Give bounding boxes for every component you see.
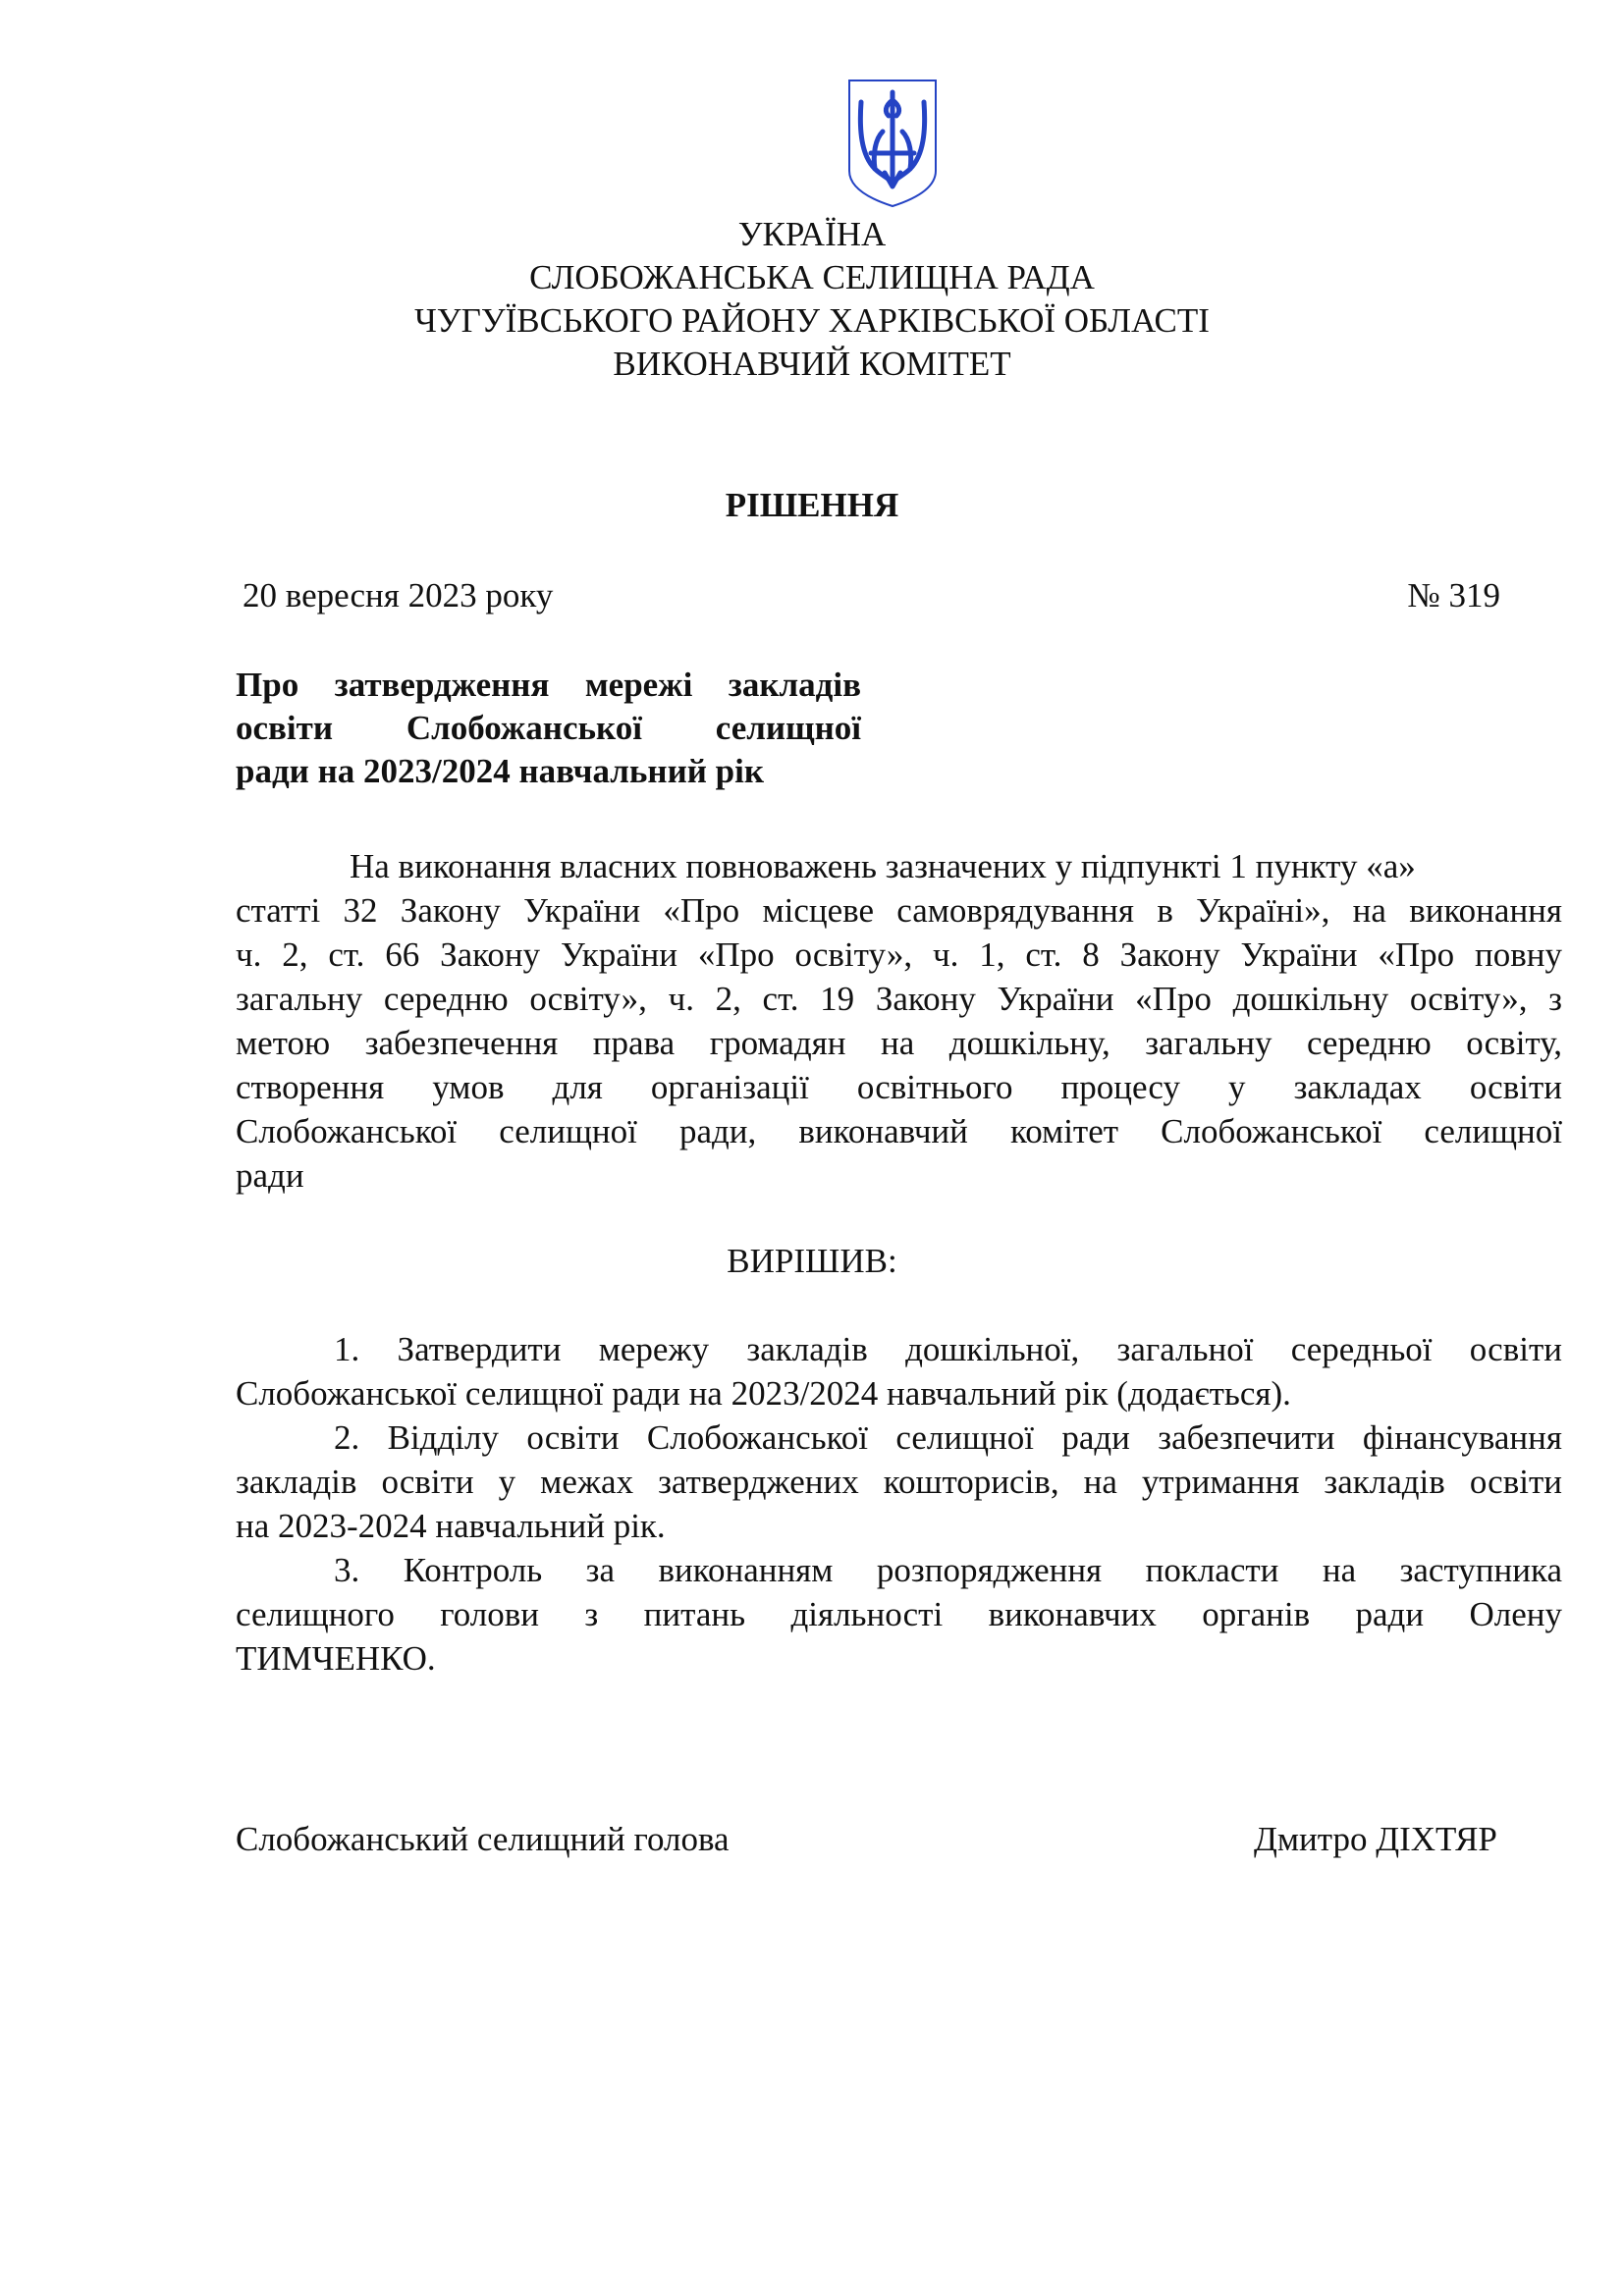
preamble-line: Слобожанської селищної ради, виконавчий комітет Слобожанської селищної <box>236 1112 1562 1150</box>
header-district: ЧУГУЇВСЬКОГО РАЙОНУ ХАРКІВСЬКОЇ ОБЛАСТІ <box>414 301 1210 340</box>
resolution-items <box>236 1327 1562 1681</box>
item-line: Слобожанської селищної ради на 2023/2024 навчальний рік (додається). <box>236 1374 1291 1413</box>
signatory-position: Слобожанський селищний голова <box>236 1820 730 1858</box>
coat-of-arms-icon <box>845 77 940 210</box>
header <box>0 213 1624 386</box>
signatory-name: Дмитро ДІХТЯР <box>1254 1820 1497 1858</box>
header-committee: ВИКОНАВЧИЙ КОМІТЕТ <box>613 345 1011 383</box>
preamble-line: ч. 2, ст. 66 Закону України «Про освіту», ч. 1, ст. 8 Закону України «Про повну <box>236 935 1562 974</box>
item-line: селищного голови з питань діяльності виконавчих органів ради Олену <box>236 1595 1562 1633</box>
item-line: на 2023-2024 навчальний рік. <box>236 1507 666 1545</box>
preamble-line: статті 32 Закону України «Про місцеве самоврядування в Україні», на виконання <box>236 891 1562 930</box>
preamble-line: метою забезпечення права громадян на дошкільну, загальну середню освіту, <box>236 1024 1562 1062</box>
document-number: № 319 <box>1407 576 1500 614</box>
item-line: 1. Затвердити мережу закладів дошкільної, загальної середньої освіти <box>334 1330 1562 1368</box>
preamble-line: загальну середню освіту», ч. 2, ст. 19 Закону України «Про дошкільну освіту», з <box>236 980 1562 1018</box>
document-date: 20 вересня 2023 року <box>243 576 554 614</box>
item-line: 3. Контроль за виконанням розпорядження покласти на заступника <box>334 1551 1562 1589</box>
item-line: закладів освіти у межах затверджених кошторисів, на утримання закладів освіти <box>236 1463 1562 1501</box>
preamble-line: ради <box>236 1156 304 1195</box>
item-line: ТИМЧЕНКО. <box>236 1639 436 1678</box>
document-title: РІШЕННЯ <box>725 486 899 524</box>
preamble-line: На виконання власних повноважень зазначених у підпункті 1 пункту «а» <box>350 847 1416 885</box>
subject-line: освіти Слобожанської селищної <box>236 709 861 747</box>
preamble-line: створення умов для організації освітнього процесу у закладах освіти <box>236 1068 1562 1106</box>
header-country: УКРАЇНА <box>737 215 887 253</box>
resolved-heading: ВИРІШИВ: <box>727 1242 897 1280</box>
document-subject <box>236 664 861 793</box>
header-council: СЛОБОЖАНСЬКА СЕЛИЩНА РАДА <box>529 258 1095 296</box>
preamble-paragraph <box>236 844 1562 1198</box>
item-line: 2. Відділу освіти Слобожанської селищної ради забезпечити фінансування <box>334 1418 1562 1457</box>
subject-line: Про затвердження мережі закладів <box>236 666 861 704</box>
subject-line: ради на 2023/2024 навчальний рік <box>236 752 765 790</box>
